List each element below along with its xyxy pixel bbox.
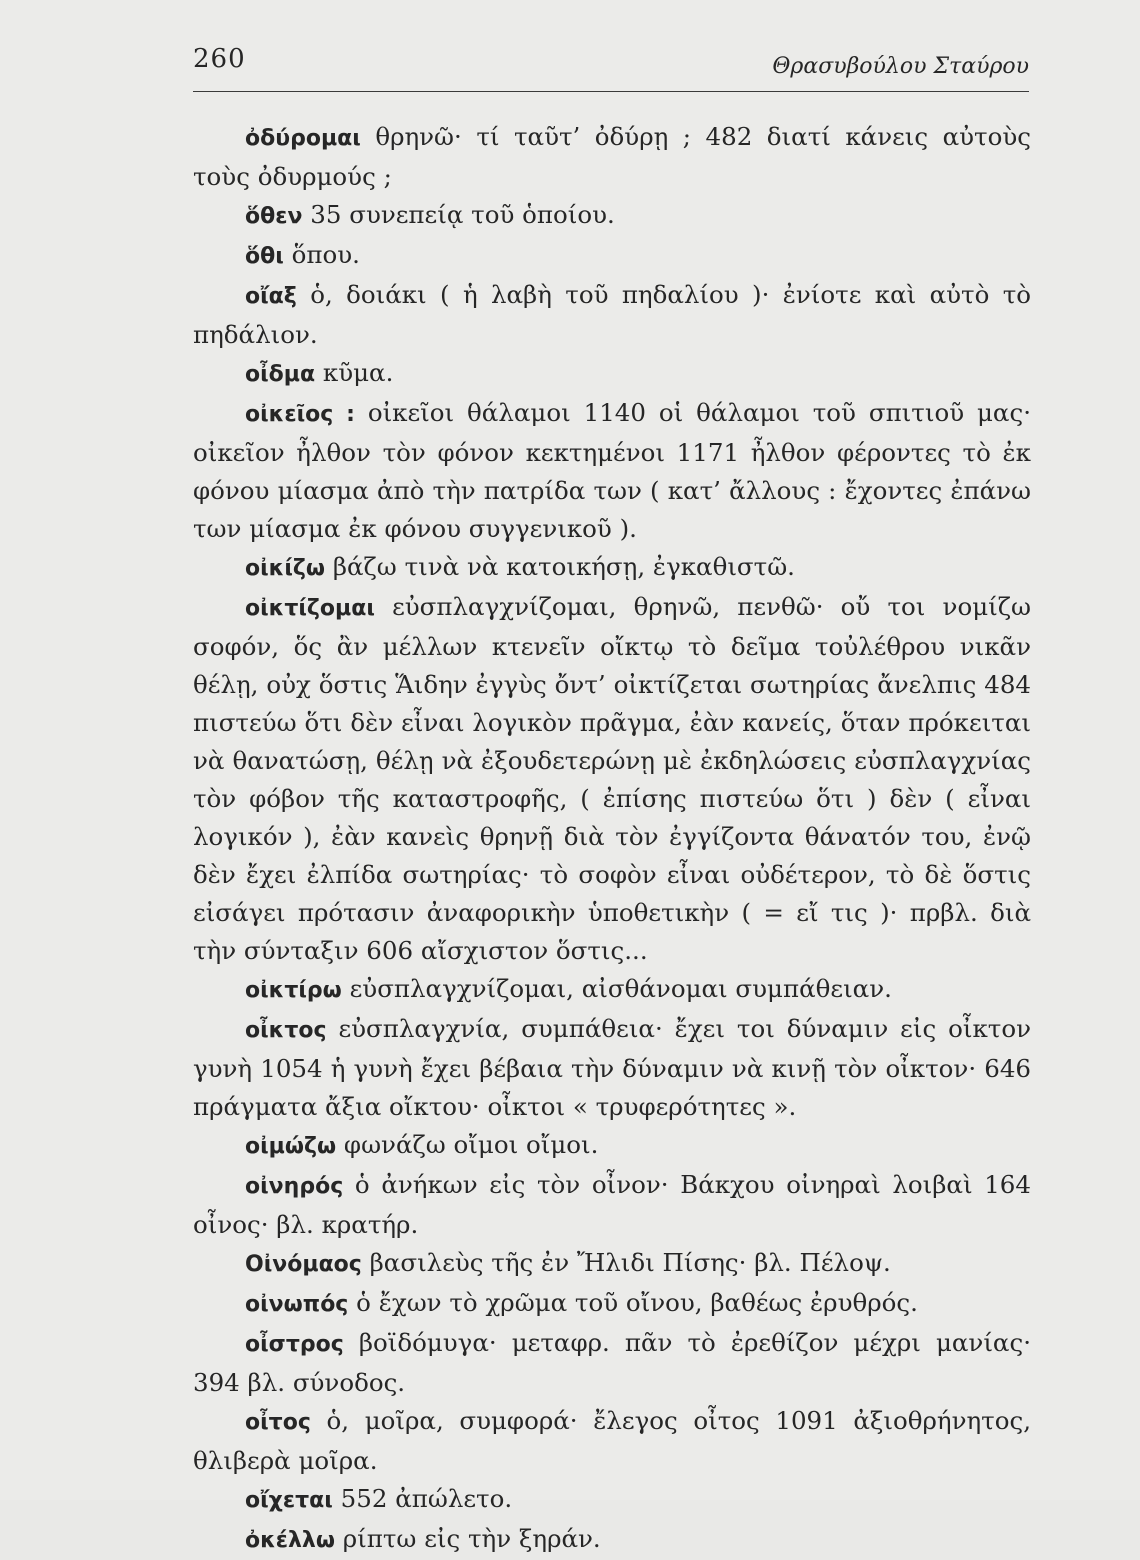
headword: οἶστρος <box>245 1332 344 1357</box>
glossary-entry <box>193 1126 1031 1166</box>
glossary-entry <box>193 276 1031 354</box>
definition: ὁ, μοῖρα, συμφορά· ἔλεγος οἶτος 1091 ἀξιοθρήνητος, θλιβερὰ μοῖρα. <box>193 1406 1031 1475</box>
headword: οἶδμα <box>245 362 316 387</box>
glossary-entry <box>193 1284 1031 1324</box>
definition: βάζω τινὰ νὰ κατοικήσῃ, ἐγκαθιστῶ. <box>332 552 795 581</box>
headword: οἰκτίρω <box>245 978 342 1003</box>
definition: βοϊδόμυγα· μεταφρ. πᾶν τὸ ἐρεθίζον μέχρι μανίας· 394 βλ. σύνοδος. <box>193 1328 1031 1397</box>
headword: οἶκτος <box>245 1018 327 1043</box>
headword: ὀκέλλω <box>245 1528 335 1553</box>
glossary-entry <box>193 394 1031 548</box>
definition: ὅπου. <box>291 240 360 269</box>
glossary-entry <box>193 1324 1031 1402</box>
headword: οἰκίζω <box>245 556 326 581</box>
headword: οἴχεται <box>245 1488 333 1513</box>
glossary-entry <box>193 588 1031 970</box>
glossary-entry <box>193 354 1031 394</box>
definition: ρίπτω εἰς τὴν ξηράν. <box>342 1524 601 1553</box>
glossary-entry <box>193 118 1031 196</box>
page-number: 260 <box>193 44 246 74</box>
headword: ὀδύρομαι <box>245 126 361 151</box>
headword: ὅθι <box>245 244 284 269</box>
headword: οἴαξ <box>245 284 297 309</box>
headword: οἰκεῖος : <box>245 402 355 427</box>
headword: οἰνηρός <box>245 1174 344 1199</box>
headword: οἰμώζω <box>245 1134 337 1159</box>
headword: Οἰνόμαος <box>245 1252 362 1277</box>
definition: ὁ ἔχων τὸ χρῶμα τοῦ οἴνου, βαθέως ἐρυθρός. <box>356 1288 918 1317</box>
headword: οἰκτίζομαι <box>245 596 375 621</box>
definition: εὐσπλαγχνίζομαι, θρηνῶ, πενθῶ· οὔ τοι νομίζω σοφόν, ὅς ἂν μέλλων κτενεῖν οἴκτῳ τὸ δεῖμα τοὐλέθρου νικᾶν θέλῃ, οὐχ ὅστις Ἅιδην ἐγγὺς ὄντ’ οἰκτίζεται σωτηρίας ἄνελπις 484 πιστεύω ὅτι δὲν εἶναι λογικὸν πρᾶγμα, ἐὰν κανείς, ὅταν πρόκειται νὰ θανατώσῃ, θέλῃ νὰ ἐξουδετερώνῃ μὲ ἐκδηλώσεις εὐσπλαγχνίας τὸν φόβον τῆς καταστροφῆς, ( ἐπίσης πιστεύω ὅτι ) δὲν ( εἶναι λογικόν ), ἐὰν κανεὶς θρηνῇ διὰ τὸν ἐγγίζοντα θάνατόν του, ἐνῷ δὲν ἔχει ἐλπίδα σωτηρίας· τὸ σοφὸν εἶναι οὐδέτερον, τὸ δὲ ὅστις εἰσάγει πρότασιν ἀναφορικὴν ὑποθετικὴν ( = εἴ τις )· πρβλ. διὰ τὴν σύνταξιν 606 αἴσχιστον ὅστις... <box>193 592 1031 965</box>
definition: κῦμα. <box>322 358 394 387</box>
glossary-entry <box>193 1244 1031 1284</box>
definition: εὐσπλαγχνίζομαι, αἰσθάνομαι συμπάθειαν. <box>349 974 892 1003</box>
definition: εὐσπλαγχνία, συμπάθεια· ἔχει τοι δύναμιν εἰς οἶκτον γυνὴ 1054 ἡ γυνὴ ἔχει βέβαια τὴν δύναμιν νὰ κινῇ τὸν οἶκτον· 646 πράγματα ἄξια οἴκτου· οἶκτοι « τρυφερότητες ». <box>193 1014 1031 1121</box>
definition: θρηνῶ· τί ταῦτ’ ὀδύρῃ ; 482 διατί κάνεις αὐτοὺς τοὺς ὀδυρμούς ; <box>193 122 1031 191</box>
glossary-entry <box>193 1166 1031 1244</box>
glossary-entry <box>193 1402 1031 1480</box>
definition: φωνάζω οἴμοι οἴμοι. <box>343 1130 599 1159</box>
glossary-entry <box>193 970 1031 1010</box>
glossary-entry <box>193 196 1031 236</box>
headword: οἶτος <box>245 1410 311 1435</box>
header-rule <box>193 91 1029 92</box>
glossary-entry <box>193 1480 1031 1520</box>
running-title: Θρασυβούλου Σταύρου <box>772 54 1029 79</box>
glossary-entry <box>193 548 1031 588</box>
definition: οἰκεῖοι θάλαμοι 1140 οἱ θάλαμοι τοῦ σπιτιοῦ μας· οἰκεῖον ἦλθον τὸν φόνον κεκτημένοι 1171 ἦλθον φέροντες τὸ ἐκ φόνου μίασμα ἀπὸ τὴν πατρίδα των ( κατ’ ἄλλους : ἔχοντες ἐπάνω των μίασμα ἐκ φόνου συγγενικοῦ ). <box>193 398 1031 543</box>
glossary-entries <box>193 118 1031 1560</box>
definition: βασιλεὺς τῆς ἐν Ἤλιδι Πίσης· βλ. Πέλοψ. <box>369 1248 891 1277</box>
definition: ὁ ἀνήκων εἰς τὸν οἶνον· Βάκχου οἰνηραὶ λοιβαὶ 164 οἶνος· βλ. κρατήρ. <box>193 1170 1031 1239</box>
glossary-entry <box>193 1010 1031 1126</box>
headword: οἰνωπός <box>245 1292 349 1317</box>
headword: ὅθεν <box>245 204 303 229</box>
page-header <box>193 44 1029 90</box>
definition: 35 συνεπείᾳ τοῦ ὁποίου. <box>310 200 615 229</box>
definition: ὁ, δοιάκι ( ἡ λαβὴ τοῦ πηδαλίου )· ἐνίοτε καὶ αὐτὸ τὸ πηδάλιον. <box>193 280 1031 349</box>
glossary-entry <box>193 236 1031 276</box>
definition: 552 ἀπώλετο. <box>340 1484 513 1513</box>
glossary-entry <box>193 1520 1031 1560</box>
